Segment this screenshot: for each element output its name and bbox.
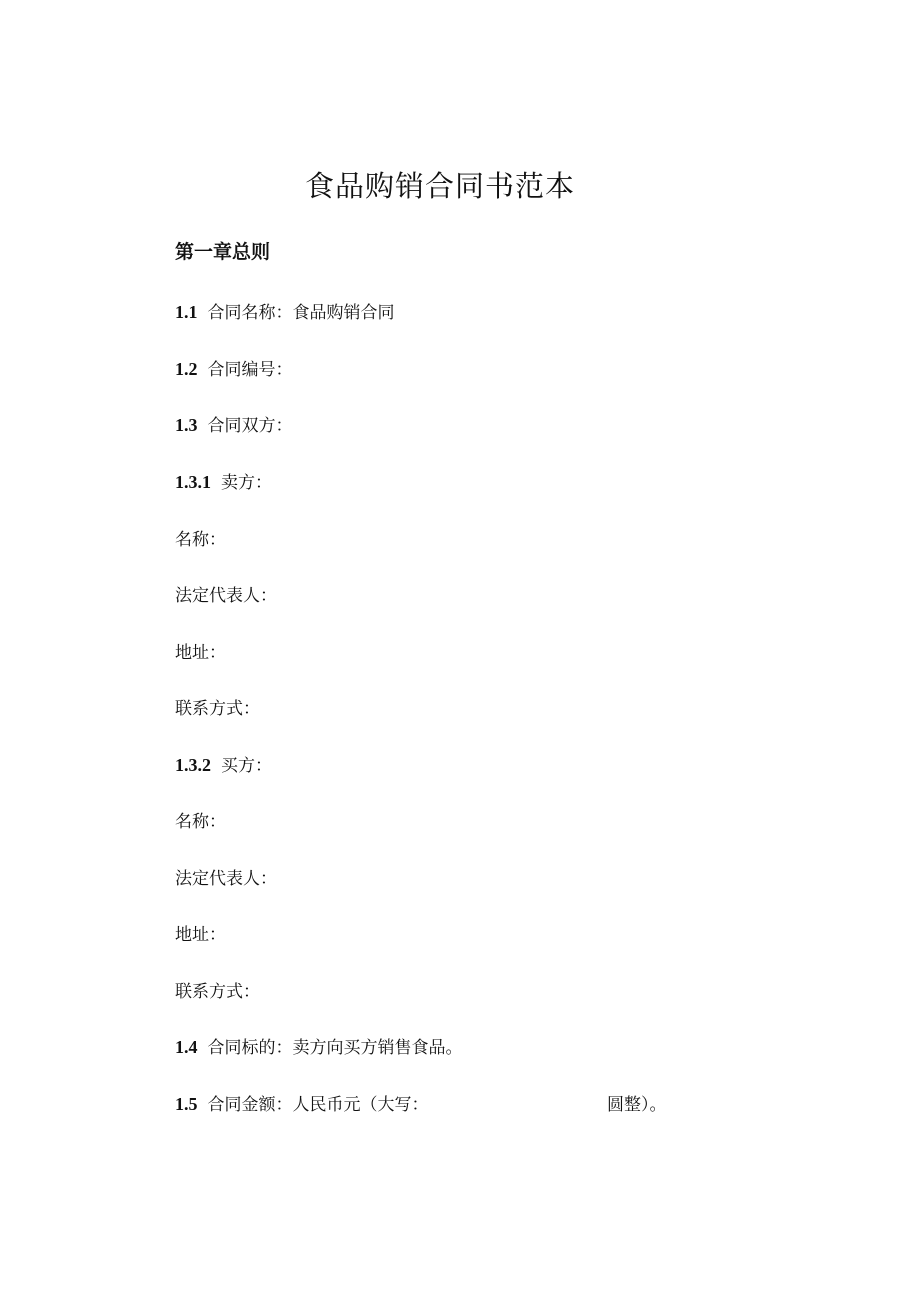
chapter-heading: 第一章总则 <box>175 241 271 263</box>
clause-text: 买方： <box>221 756 272 776</box>
clause-1-3-1 <box>175 468 272 493</box>
buyer-address-field <box>175 920 226 945</box>
clause-number: 1.3.2 <box>175 755 211 775</box>
field-label: 联系方式： <box>175 699 260 719</box>
document-title: 食品购销合同书范本 <box>304 169 575 203</box>
field-label: 地址： <box>175 925 226 945</box>
clause-number: 1.2 <box>175 359 198 379</box>
clause-number: 1.4 <box>175 1037 198 1057</box>
buyer-legal-rep-field <box>175 864 277 889</box>
field-label: 法定代表人： <box>175 869 277 889</box>
clause-text: 合同金额：人民币元（大写： <box>207 1095 429 1115</box>
seller-legal-rep-field <box>175 581 277 606</box>
clause-1-1 <box>175 298 395 323</box>
clause-number: 1.1 <box>175 302 198 322</box>
field-label: 地址： <box>175 643 226 663</box>
clause-1-3-2 <box>175 751 272 776</box>
field-label: 名称： <box>175 530 226 550</box>
clause-number: 1.3 <box>175 415 198 435</box>
clause-number: 1.5 <box>175 1094 198 1114</box>
field-label: 法定代表人： <box>175 586 277 606</box>
buyer-name-field <box>175 807 226 832</box>
amount-suffix: 圆整）。 <box>607 1095 667 1115</box>
field-label: 联系方式： <box>175 982 260 1002</box>
clause-text: 合同名称：食品购销合同 <box>207 303 395 323</box>
field-label: 名称： <box>175 812 226 832</box>
clause-1-2 <box>175 355 293 380</box>
clause-1-3 <box>175 411 293 436</box>
clause-text: 合同标的：卖方向买方销售食品。 <box>207 1038 463 1058</box>
clause-1-5 <box>175 1090 429 1115</box>
seller-contact-field <box>175 694 260 719</box>
clause-number: 1.3.1 <box>175 472 211 492</box>
clause-text: 卖方： <box>221 473 272 493</box>
buyer-contact-field <box>175 977 260 1002</box>
seller-address-field <box>175 638 226 663</box>
clause-text: 合同双方： <box>207 416 293 436</box>
clause-text: 合同编号： <box>207 360 293 380</box>
seller-name-field <box>175 525 226 550</box>
clause-1-4 <box>175 1033 463 1058</box>
